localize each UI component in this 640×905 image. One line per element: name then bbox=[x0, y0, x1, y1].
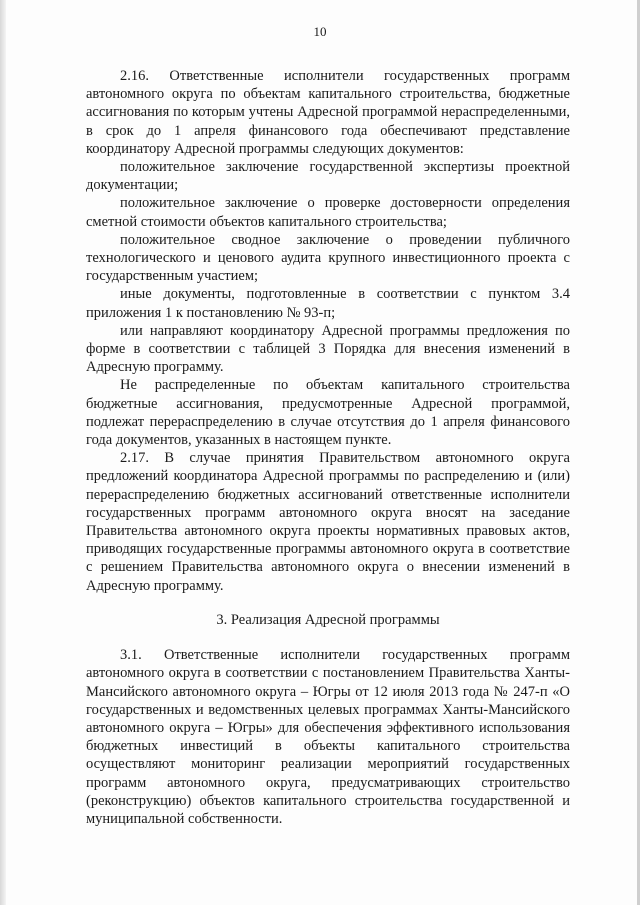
paragraph-2-16: 2.16. Ответственные исполнители государственных программ автономного округа по объектам капитального строительства, бюджетные ассигнования по которым учтены Адресной программой нераспределенными, в срок до 1 апреля финансового года обеспечивают представление координатору Адресной программы следующих документов: bbox=[86, 68, 570, 157]
scan-left-edge bbox=[0, 0, 6, 905]
paragraph-item-cost-check: положительное заключение о проверке достоверности определения сметной стоимости объектов капитального строительства; bbox=[86, 195, 570, 230]
paragraph-item-proposals: или направляют координатору Адресной программы предложения по форме в соответствии с таблицей 3 Порядка для внесения изменений в Адресную программу. bbox=[86, 322, 570, 376]
page-number: 10 bbox=[313, 24, 327, 39]
section-heading: 3. Реализация Адресной программы bbox=[216, 611, 440, 628]
paragraph-2-17: 2.17. В случае принятия Правительством автономного округа предложений координатора Адресной программы по распределению и (или) перераспределению бюджетных ассигнований ответственные исполнители государственных программ автономного округа вносят на заседание Правительства автономного округа проекты нормативных правовых актов, приводящих государственные программы автономного округа в соответствие с решением Правительства автономного округа о внесении изменений в Адресную программу. bbox=[86, 450, 570, 594]
document-body bbox=[86, 67, 570, 828]
paragraph-redistribution: Не распределенные по объектам капитального строительства бюджетные ассигнования, предусмотренные Адресной программой, подлежат перераспределению в случае отсутствия до 1 апреля финансового года документов, указанных в настоящем пункте. bbox=[86, 377, 570, 449]
paragraph-item-other-docs: иные документы, подготовленные в соответствии с пунктом 3.4 приложения 1 к постановлению № 93-п; bbox=[86, 286, 570, 321]
paragraph-item-audit: положительное сводное заключение о проведении публичного технологического и ценового аудита крупного инвестиционного проекта с государственным участием; bbox=[86, 231, 570, 285]
paragraph-3-1: 3.1. Ответственные исполнители государственных программ автономного округа в соответствии с постановлением Правительства Ханты-Мансийского автономного округа – Югры от 12 июля 2013 года № 247-п «О государственных и ведомственных целевых программах Ханты-Мансийского автономного округа – Югры» для обеспечения эффективного использования бюджетных инвестиций в объекты капитального строительства осуществляют мониторинг реализации мероприятий государственных программ автономного округа, предусматривающих строительство (реконструкцию) объектов капитального строительства государственной и муниципальной собственности. bbox=[86, 647, 570, 827]
paragraph-item-expertise: положительное заключение государственной экспертизы проектной документации; bbox=[86, 159, 570, 194]
